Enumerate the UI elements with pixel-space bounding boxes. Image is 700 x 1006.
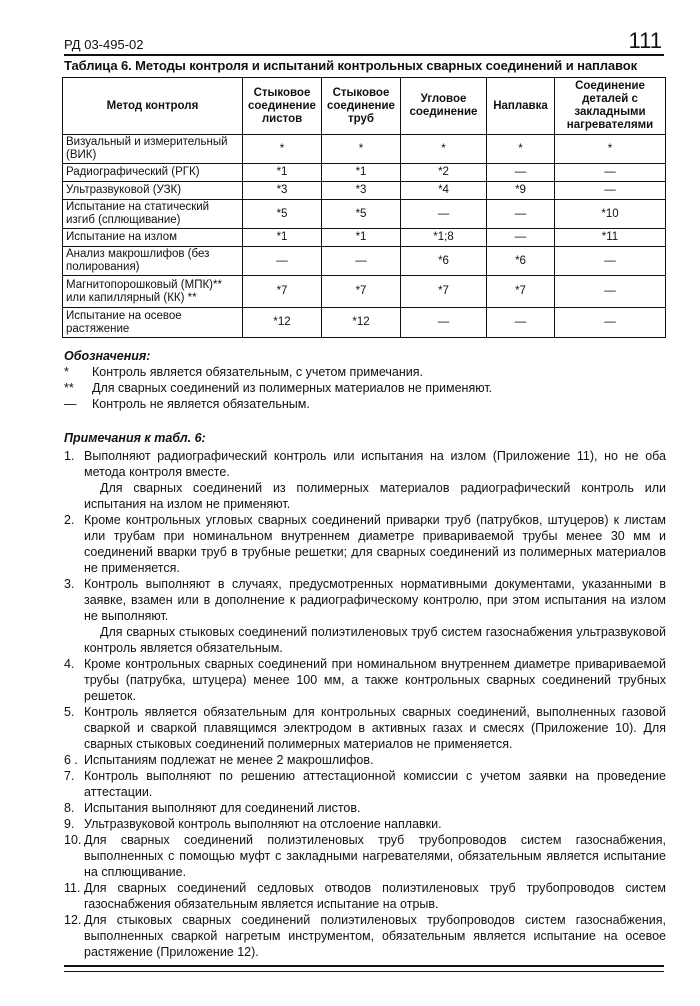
- table-cell: *12: [243, 308, 322, 338]
- table-cell: Испытание на статический изгиб (сплющивание): [63, 200, 243, 229]
- legend-text: Контроль является обязательным, с учетом примечания.: [92, 365, 423, 379]
- note-item: [64, 800, 666, 816]
- note-number: 10.: [64, 833, 82, 847]
- legend-item: [64, 380, 674, 396]
- note-number: 11.: [64, 881, 81, 895]
- note-text: Кроме контрольных угловых сварных соединений приварки труб (патрубков, штуцеров) к листам или трубам при номинальном внутреннем диаметре привариваемой трубы менее 30 мм и соединений вварки труб в трубные решетки; для сварных соединений из полимерных материалов не применяется.: [84, 513, 666, 575]
- table-row: [63, 164, 666, 182]
- table-notes: [64, 430, 666, 960]
- note-number: 5.: [64, 705, 75, 719]
- col-header-butt-pipes: Стыковое соединение труб: [322, 78, 401, 135]
- table-cell: *1: [322, 164, 401, 182]
- table-cell: *: [555, 135, 666, 164]
- col-header-method: Метод контроля: [63, 78, 243, 135]
- table-cell: *: [243, 135, 322, 164]
- legend-symbol: —: [64, 397, 77, 411]
- note-text: Для стыковых сварных соединений полиэтиленовых трубопроводов систем газоснабжения, выполненных сваркой нагретым инструментом, обязательным является испытание на осевое растяжение (Приложение 12).: [84, 913, 666, 959]
- legend: [64, 348, 674, 412]
- col-header-embedded-heaters: Соединение деталей с закладными нагревателями: [555, 78, 666, 135]
- note-item: [64, 704, 666, 752]
- table-cell: *7: [243, 276, 322, 308]
- table-cell: —: [555, 182, 666, 200]
- note-item: [64, 832, 666, 880]
- table-cell: *: [401, 135, 487, 164]
- note-number: 9.: [64, 817, 75, 831]
- page-number: 111: [628, 28, 662, 53]
- table-cell: *3: [243, 182, 322, 200]
- note-number: 6 .: [64, 753, 78, 767]
- table-cell: *2: [401, 164, 487, 182]
- note-text: Испытания выполняют для соединений листов.: [84, 801, 361, 815]
- note-text: Испытаниям подлежат не менее 2 макрошлифов.: [84, 753, 374, 767]
- table-cell: *10: [555, 200, 666, 229]
- table-row: [63, 200, 666, 229]
- note-item: [64, 912, 666, 960]
- table-cell: *1: [243, 164, 322, 182]
- table-cell: —: [487, 200, 555, 229]
- legend-item: [64, 364, 674, 380]
- table-cell: —: [401, 308, 487, 338]
- col-header-butt-sheets: Стыковое соединение листов: [243, 78, 322, 135]
- table-cell: *1: [322, 229, 401, 247]
- methods-table: [62, 77, 666, 338]
- footer-rule: [64, 965, 664, 972]
- legend-item: [64, 396, 674, 412]
- legend-text: Контроль не является обязательным.: [92, 397, 310, 411]
- table-cell: Магнитопорошковый (МПК)** или капиллярный (КК) **: [63, 276, 243, 308]
- table-row: [63, 276, 666, 308]
- note-item: [64, 816, 666, 832]
- table-cell: —: [401, 200, 487, 229]
- note-text: Выполняют радиографический контроль или испытания на излом (Приложение 11), но не оба метода контроля вместе.: [84, 449, 666, 479]
- table-cell: *6: [487, 247, 555, 276]
- table-cell: *12: [322, 308, 401, 338]
- table-cell: *3: [322, 182, 401, 200]
- table-row: [63, 229, 666, 247]
- table-row: [63, 247, 666, 276]
- table-cell: *: [487, 135, 555, 164]
- table-cell: *7: [487, 276, 555, 308]
- col-header-corner: Угловое соединение: [401, 78, 487, 135]
- note-text: Контроль выполняют в случаях, предусмотренных нормативными документами, указанными в заявке, взамен или в дополнение к радиографическому контролю, при этом испытания на излом не выполняют.: [84, 577, 666, 623]
- notes-title: Примечания к табл. 6:: [64, 431, 206, 445]
- table-cell: *6: [401, 247, 487, 276]
- table-cell: Испытание на излом: [63, 229, 243, 247]
- table-row: [63, 135, 666, 164]
- note-text: Кроме контрольных сварных соединений при номинальном внутреннем диаметре привариваемой трубы (патрубка, штуцера) менее 100 мм, а также контрольных сварных соединений трубных решеток.: [84, 657, 666, 703]
- note-text: Ультразвуковой контроль выполняют на отслоение наплавки.: [84, 817, 442, 831]
- table-cell: *5: [322, 200, 401, 229]
- table-cell: *1;8: [401, 229, 487, 247]
- table-row: [63, 182, 666, 200]
- note-text: Контроль является обязательным для контрольных сварных соединений, выполненных газовой сваркой и сваркой плавящимся электродом в активных газах и смесях (Приложение 10). Для сварных стыковых соединений полимерных материалов не применяется.: [84, 705, 666, 751]
- note-number: 2.: [64, 513, 75, 527]
- table-cell: —: [555, 164, 666, 182]
- table-cell: —: [487, 229, 555, 247]
- table-cell: Испытание на осевое растяжение: [63, 308, 243, 338]
- table-cell: Ультразвуковой (УЗК): [63, 182, 243, 200]
- table-cell: Анализ макрошлифов (без полирования): [63, 247, 243, 276]
- table-cell: —: [555, 276, 666, 308]
- table-cell: *1: [243, 229, 322, 247]
- note-number: 7.: [64, 769, 75, 783]
- note-item: [64, 576, 666, 656]
- legend-symbol: *: [64, 365, 69, 379]
- note-item: [64, 880, 666, 912]
- table-cell: —: [322, 247, 401, 276]
- table-header-row: [63, 78, 666, 135]
- table-cell: *7: [322, 276, 401, 308]
- table-cell: *9: [487, 182, 555, 200]
- note-text: Контроль выполняют по решению аттестационной комиссии с учетом заявки на проведение аттестации.: [84, 769, 666, 799]
- note-item: [64, 752, 666, 768]
- note-item: [64, 512, 666, 576]
- note-text: Для сварных соединений седловых отводов полиэтиленовых труб трубопроводов систем газоснабжения обязательным является испытание на отрыв.: [84, 881, 666, 911]
- note-number: 4.: [64, 657, 75, 671]
- table-cell: Радиографический (РГК): [63, 164, 243, 182]
- note-continuation: Для сварных соединений из полимерных материалов радиографический контроль или испытания на излом не применяют.: [84, 481, 666, 511]
- note-number: 3.: [64, 577, 75, 591]
- legend-text: Для сварных соединений из полимерных материалов не применяют.: [92, 381, 493, 395]
- legend-symbol: **: [64, 381, 74, 395]
- table-cell: Визуальный и измерительный (ВИК): [63, 135, 243, 164]
- note-number: 12.: [64, 913, 82, 927]
- table-cell: *11: [555, 229, 666, 247]
- table-cell: *7: [401, 276, 487, 308]
- table-cell: —: [555, 247, 666, 276]
- note-number: 8.: [64, 801, 75, 815]
- note-item: [64, 448, 666, 512]
- table-cell: *: [322, 135, 401, 164]
- note-continuation: Для сварных стыковых соединений полиэтиленовых труб систем газоснабжения ультразвуковой контроль является обязательным.: [84, 625, 666, 655]
- note-number: 1.: [64, 449, 75, 463]
- table-cell: *5: [243, 200, 322, 229]
- table-title: Таблица 6. Методы контроля и испытаний контрольных сварных соединений и наплавок: [64, 58, 637, 73]
- page-header: [64, 26, 664, 56]
- document-code: РД 03-495-02: [64, 37, 144, 52]
- note-text: Для сварных соединений полиэтиленовых труб трубопроводов систем газоснабжения, выполненных с помощью муфт с закладными нагревателями, обязательным является испытание на сплющивание.: [84, 833, 666, 879]
- table-cell: —: [243, 247, 322, 276]
- note-item: [64, 768, 666, 800]
- table-row: [63, 308, 666, 338]
- col-header-overlay: Наплавка: [487, 78, 555, 135]
- table-cell: *4: [401, 182, 487, 200]
- legend-title: Обозначения:: [64, 349, 151, 363]
- table-cell: —: [487, 308, 555, 338]
- table-cell: —: [487, 164, 555, 182]
- note-item: [64, 656, 666, 704]
- table-cell: —: [555, 308, 666, 338]
